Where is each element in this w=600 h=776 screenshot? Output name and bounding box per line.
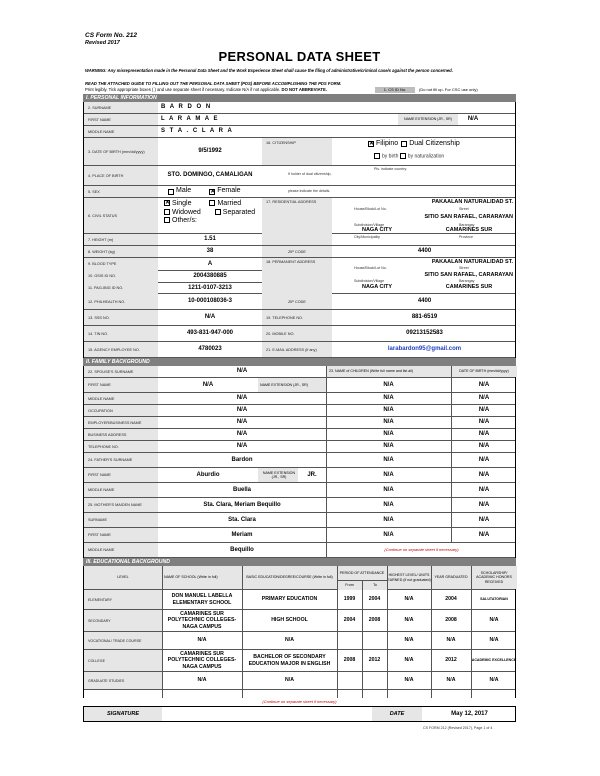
business-address-field[interactable]: N/A [236,431,248,438]
education-level-cell: COLLEGE [84,650,162,671]
form-number: CS Form No. 212 [85,32,138,39]
checkbox-widowed[interactable] [164,209,170,215]
education-to-cell[interactable]: 2004 [368,596,381,603]
employer-field[interactable]: N/A [236,419,248,426]
dob-row: 3. DATE OF BIRTH (mm/dd/yyyy) 9/5/1992 16. CITIZENSHIP ✕ Filipino Dual Citizenship by birth by naturalization [84,138,515,166]
father-surname-field[interactable]: Bardon [231,456,253,463]
name-extension-field[interactable]: N/A [467,116,479,123]
signature-field[interactable] [162,707,372,721]
continue-note: (Continue on separate sheet if necessary) [384,546,459,552]
res-province-field[interactable]: CAMARINES SUR [445,226,493,233]
education-level-cell: VOCATIONAL/ TRADE COURSE [84,632,162,649]
education-units-cell[interactable]: N/A [404,677,414,684]
education-course-cell[interactable]: BACHELOR OF SECONDARY EDUCATION MAJOR IN ENGLISH [248,654,331,667]
first-name-row: FIRST NAME L A R A M A E NAME EXTENSION (JR., SR) N/A [84,114,515,126]
perm-city-field[interactable]: NAGA CITY [361,283,393,290]
warning-text: WARNING: Any misrepresentation made in the Personal Data Sheet and the Work Experience Sheet shall cause the filing of administrative/criminal case/s against the person concerned. [85,68,453,73]
philhealth-row: 12. PHILHEALTH NO. 10-000108036-3 ZIP CODE 4400 [84,294,515,310]
weight-field[interactable]: 38 [206,248,214,255]
education-from-cell[interactable] [337,672,362,689]
checkbox-married[interactable] [209,200,215,206]
checkbox-single[interactable]: ✕ [165,200,171,207]
checkbox-by-birth[interactable] [374,153,380,159]
section-educational-background: III. EDUCATIONAL BACKGROUND [83,558,516,566]
perm-zip-field[interactable]: 4400 [417,298,432,305]
height-field[interactable]: 1.51 [204,236,216,243]
pob-row: 4. PLACE OF BIRTH STO. DOMINGO, CAMALIGAN If holder of dual citizenship, Pls. indicate country: [84,166,515,186]
education-level-cell: GRADUATE STUDIES [84,672,162,689]
education-honors-cell[interactable]: N/A [489,617,499,624]
signature-row: SIGNATURE DATE May 12, 2017 [83,706,516,722]
occupation-field[interactable]: N/A [236,407,248,414]
education-to-cell[interactable]: 2012 [368,657,381,664]
res-city-field[interactable]: NAGA CITY [361,226,393,233]
education-school-cell[interactable]: DON MANUEL LABELLA ELEMENTARY SCHOOL [171,593,233,606]
education-units-cell[interactable]: N/A [404,637,414,644]
education-level-cell: ELEMENTARY [84,590,162,609]
mother-maiden-name-field[interactable]: Sta. Clara, Meriam Bequillo [203,501,281,508]
pob-field[interactable]: STO. DOMINGO, CAMALIGAN [167,172,253,179]
telephone-field[interactable]: 881-6519 [411,314,438,321]
civil-status-options: ✕ Single Married Widowed Separated Other/s: [165,200,256,224]
middle-name-field[interactable]: S T A . C L A R A [161,128,234,135]
education-row [84,632,515,650]
print-note: Print legibly. Tick appropriate boxes ( ) and use separate sheet if necessary. Indicate N/A if not applicable. DO NOT ABBREVIATE. [85,87,327,92]
sss-row: 13. SSS NO. N/A 19. TELEPHONE NO. 881-6519 [84,310,515,326]
page-footer: CS FORM 212 (Revised 2017), Page 1 of 4 [423,726,493,730]
education-table [83,566,516,698]
section-personal-info: I. PERSONAL INFORMATION [83,94,516,102]
pds-page [83,32,516,750]
father-first-name-field[interactable]: Aburdio [196,471,220,478]
education-to-cell[interactable] [362,672,387,689]
weight-row: 8. WEIGHT (kg) 38 ZIP CODE 4400 [84,246,515,258]
csc-use-note: (Do not fill up. For CSC use only) [419,87,478,92]
email-field[interactable]: larabardon95@gmail.com [387,346,462,353]
education-from-cell[interactable]: 2008 [343,657,356,664]
education-units-cell[interactable]: N/A [404,596,414,603]
education-course-cell[interactable]: PRIMARY EDUCATION [261,596,318,603]
education-row [84,590,515,610]
education-row [84,672,515,690]
education-honors-cell[interactable]: SALUTATORIAN [480,597,508,602]
philhealth-field[interactable]: 10-000108036-3 [187,298,233,305]
checkbox-others[interactable] [164,217,170,223]
res-zip-field[interactable]: 4400 [417,248,432,255]
education-from-cell[interactable]: 2004 [343,617,356,624]
res-subdivision-field[interactable]: SITIO SAN RAFAEL, CARARAYAN [424,213,513,220]
education-honors-cell[interactable]: N/A [489,677,499,684]
checkbox-naturalization[interactable] [400,153,406,159]
checkbox-female[interactable]: ✕ [210,188,216,195]
education-units-cell[interactable]: N/A [404,657,414,664]
cs-id-box: 1. CS ID No. [375,87,415,93]
surname-field[interactable]: B A R D O N [161,104,212,111]
citizenship-options: ✕ Filipino Dual Citizenship [369,140,460,147]
middle-name-row: MIDDLE NAME S T A . C L A R A [84,126,515,138]
tin-field[interactable]: 493-831-947-000 [186,330,234,337]
education-year-cell[interactable]: 2004 [445,596,457,603]
checkbox-separated[interactable] [215,209,221,215]
height-row: 7. HEIGHT (m) 1.51 City/Municipality Province [84,234,515,246]
page-title: PERSONAL DATA SHEET [218,49,381,64]
surname-row: 2. SURNAME B A R D O N [84,102,515,114]
education-row [84,650,515,672]
mother-middle-name-field[interactable]: Bequillo [230,546,254,553]
form-revision: Revised 2017 [85,40,120,46]
perm-province-field[interactable]: CAMARINES SUR [445,283,493,290]
spouse-first-name-field[interactable]: N/A [202,381,214,388]
family-grid: 22. SPOUSE'S SURNAME N/A 23. NAME of CHILDREN (Write full name and list all) DATE OF BIRTH (mm/dd/yyyy) FIRST NAME N/A NAME EXTENSION (JR., SR) N/A N/A MIDDLE NAME N/A N/A N/A OCCUPATION N/A N/A N/A EMPLOYER/BUSINESS NAME N/A N/A N/A BUSINESS ADDRESS N/A N/A N/A TELEPHONE NO. N/A N/A N/A 24. FATHER'S SURNAME Bardon N/A N/A FIRST NAME Aburdio NAME EXTENSION (JR., SR) JR. N/A N/A MIDDLE NAME Buella N/A N/A 25. MOTHER'S MAIDEN NAME Sta. Clara, Meriam Bequillo N/A N/A SURNAME Sta. Clara N/A N/A FIRST NAME Meriam N/A N/A MIDDLE NAME Bequillo (Continue on separate sheet if necessary) [83,366,516,590]
education-course-cell[interactable]: HIGH SCHOOL [271,617,308,624]
checkbox-filipino[interactable]: ✕ [369,141,375,147]
education-units-cell[interactable]: N/A [404,617,414,624]
education-course-cell[interactable]: N/A [285,677,294,684]
education-row [84,610,515,632]
pagibig-field[interactable]: 1211-0107-3213 [188,284,232,291]
education-year-cell[interactable]: N/A [446,637,456,644]
education-year-cell[interactable]: 2008 [445,617,457,624]
education-honors-cell[interactable]: N/A [489,637,499,644]
education-level-cell: SECONDARY [84,610,162,631]
spouse-surname-field[interactable]: N/A [236,368,248,375]
blood-type-field[interactable]: A [207,260,213,267]
checkbox-dual[interactable] [401,141,407,147]
education-header: LEVEL NAME OF SCHOOL (Write in full) BASIC EDUCATION/DEGREE/COURSE (Write in full) PERIOD OF ATTENDANCE From To HIGHEST LEVEL/ UNITS EARNED (if not graduated) YEAR GRADUATED SCHOLARSHIP/ ACADEMIC HONORS RECEIVED [84,566,515,590]
section-family-background: II. FAMILY BACKGROUND [83,358,516,366]
sex-options: Male ✕ Female [158,186,262,197]
education-school-cell[interactable]: N/A [197,637,207,644]
education-honors-cell[interactable]: ACADEMIC EXCELLENCE [471,658,517,663]
res-house-field[interactable]: PAKAALAN NATURALIDAD ST. [431,199,513,205]
agency-row: 15. AGENCY EMPLOYEE NO. 4780023 21. E-MAIL ADDRESS (if any) larabardon95@gmail.com [84,342,515,358]
education-from-cell[interactable]: 1999 [343,596,356,603]
mobile-field[interactable]: 09213152583 [406,330,443,337]
spouse-telephone-field[interactable]: N/A [236,443,248,450]
education-to-cell[interactable] [362,632,387,649]
father-extension-field[interactable]: JR. [307,471,317,478]
civil-status-row: 6. CIVIL STATUS ✕ Single Married Widowed Separated Other/s: 17. RESIDENTIAL ADDRESS PAKAALAN NATURALIDAD ST. House/Block/Lot No. Street SITIO SAN RAFAEL, CARARAYAN Subdivision/Village Barangay NAGA CITY CAMARINES SUR [84,198,515,234]
father-middle-name-field[interactable]: Buella [232,486,251,493]
edu-continue-note: (Continue on separate sheet if necessary) [262,698,337,704]
gsis-field[interactable]: 2004380885 [193,272,227,279]
first-name-field[interactable]: L A R A M A E [161,116,220,123]
dob-field[interactable]: 9/5/1992 [198,148,222,155]
checkbox-male[interactable] [168,189,174,195]
date-field[interactable]: May 12, 2017 [451,710,488,717]
sex-row: 5. SEX Male ✕ Female please indicate the details. [84,186,515,198]
sss-field[interactable]: N/A [204,314,216,321]
blood-type-row: 9. BLOOD TYPE A 10. GSIS ID NO. 2004380885 11. PAG-IBIG ID NO. 1211-0107-3213 18. PERMANENT ADDRESS PAKAALAN NATURALIDAD ST. House/Block/Lot No. Street SITIO SAN RAFAEL, CARARAYAN Subdivision/Village Barangay NAGA CITY CAMARINES SUR [84,258,515,294]
education-course-cell[interactable]: N/A [285,637,294,644]
mother-first-name-field[interactable]: Meriam [231,531,253,538]
tin-row: 14. TIN NO. 493-831-947-000 20. MOBILE NO. 09213152583 [84,326,515,342]
perm-house-field[interactable]: PAKAALAN NATURALIDAD ST. [431,258,513,265]
by-birth-option: by birth by naturalization [374,153,444,159]
mother-surname-field[interactable]: Sta. Clara [228,516,256,523]
spouse-middle-name-field[interactable]: N/A [236,395,248,402]
education-year-cell[interactable]: 2012 [445,657,457,664]
read-guide-text: READ THE ATTACHED GUIDE TO FILLING OUT THE PERSONAL DATA SHEET (PDS) BEFORE ACCOMPLISHING THE PDS FORM. [85,81,342,86]
education-school-cell[interactable]: CAMARINES SUR POLYTECHNIC COLLEGES-NAGA CAMPUS [167,610,237,630]
agency-field[interactable]: 4780023 [198,346,222,353]
education-from-cell[interactable] [337,632,362,649]
perm-subdivision-field[interactable]: SITIO SAN RAFAEL, CARARAYAN [424,271,513,278]
education-year-cell[interactable]: N/A [446,677,456,684]
education-school-cell[interactable]: CAMARINES SUR POLYTECHNIC COLLEGES-NAGA CAMPUS [167,650,237,670]
education-school-cell[interactable]: N/A [197,677,207,684]
education-to-cell[interactable]: 2008 [368,617,381,624]
